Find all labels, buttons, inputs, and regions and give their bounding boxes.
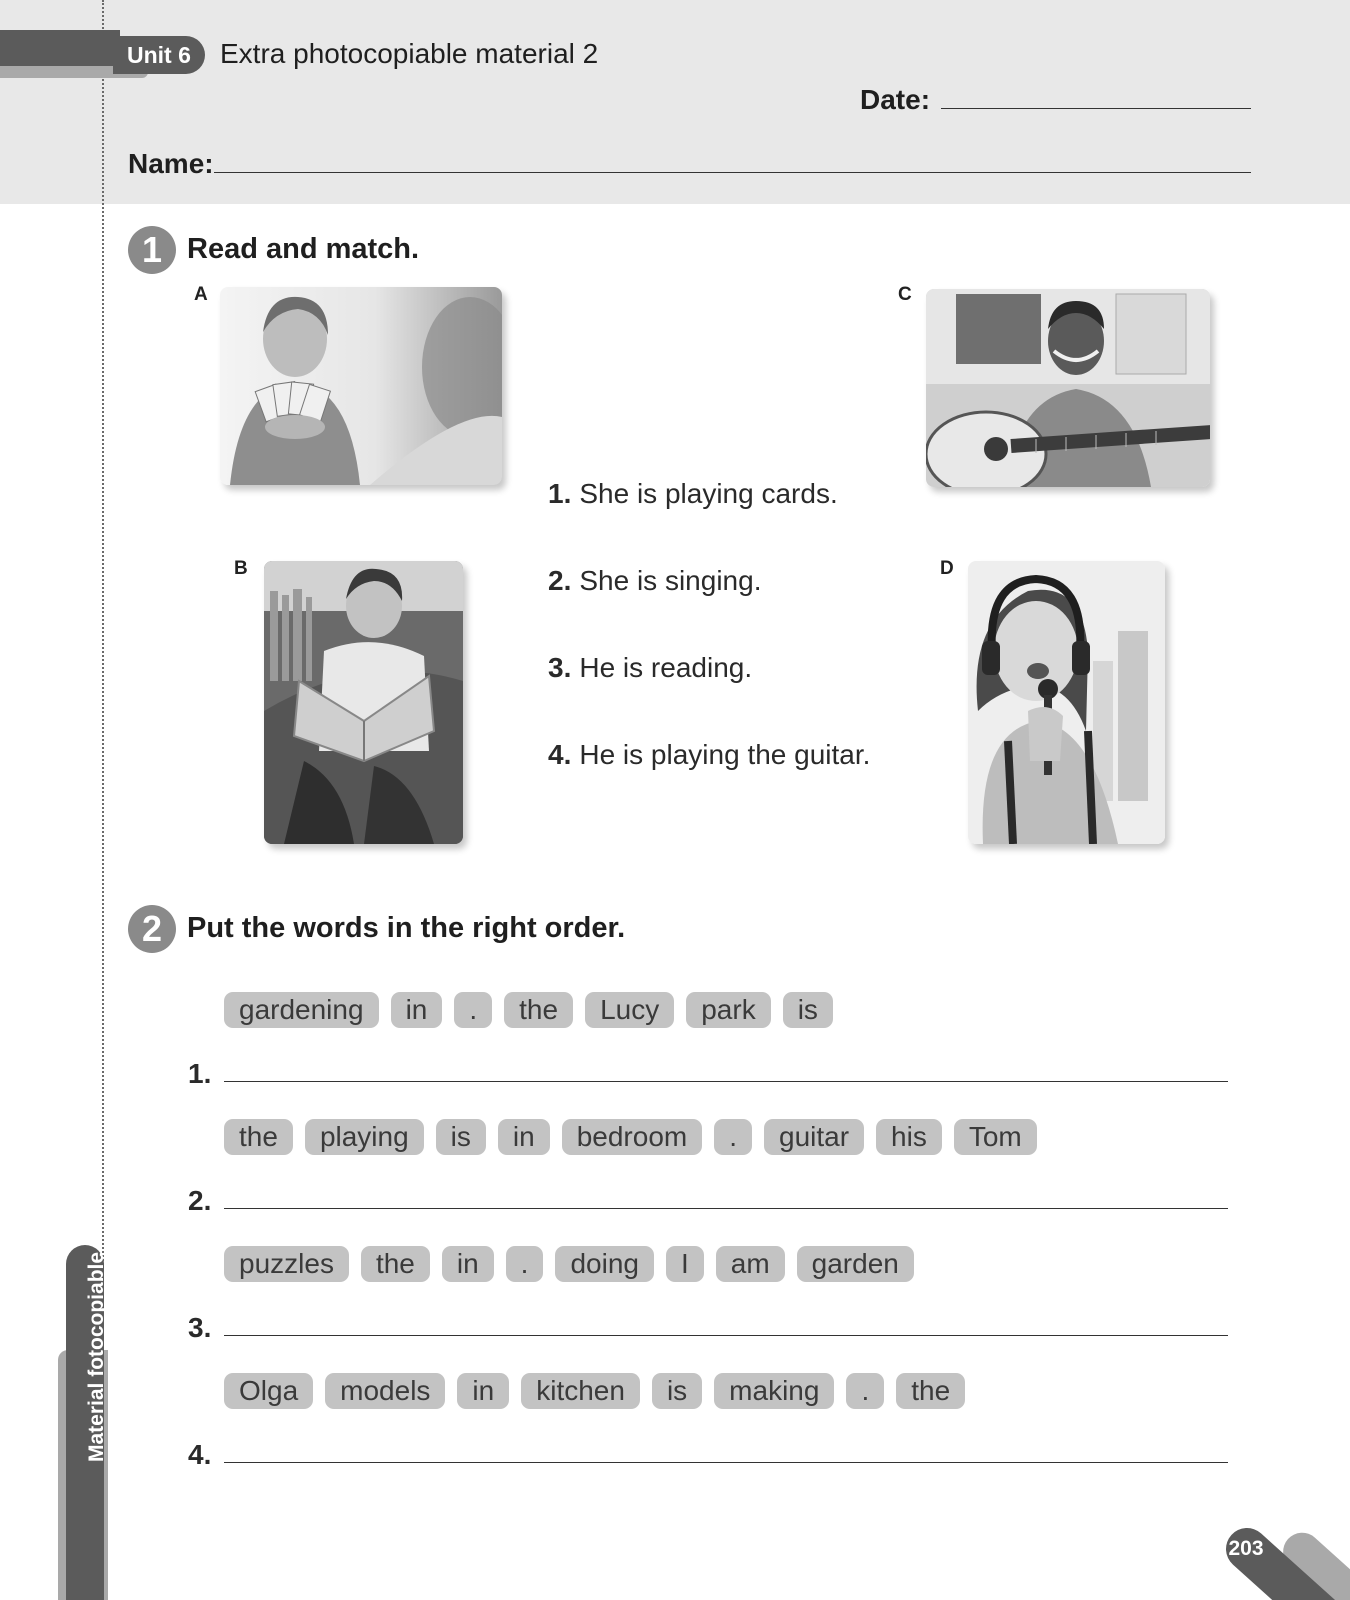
answer-4-number: 4. — [188, 1439, 212, 1470]
sentence-3-number: 3. — [548, 652, 572, 683]
word-chip[interactable]: in — [442, 1246, 494, 1282]
sentence-4-text: He is playing the guitar. — [579, 739, 871, 770]
sentence-4 — [548, 739, 870, 771]
answer-4-line[interactable] — [224, 1462, 1228, 1463]
name-label: Name: — [128, 148, 214, 179]
photo-c-boy-playing-guitar[interactable] — [926, 289, 1210, 487]
word-chip[interactable]: playing — [305, 1119, 424, 1155]
word-chip[interactable]: am — [716, 1246, 785, 1282]
sentence-2 — [548, 565, 761, 597]
answer-1-number: 1. — [188, 1058, 212, 1089]
sentence-1 — [548, 478, 838, 510]
word-chip[interactable]: the — [361, 1246, 430, 1282]
word-chip[interactable]: . — [714, 1119, 752, 1155]
answer-2-line[interactable] — [224, 1208, 1228, 1209]
sentence-3-text: He is reading. — [579, 652, 753, 683]
side-tab-label: Material fotocopiable — [85, 1251, 108, 1462]
photo-a-letter: A — [194, 284, 208, 305]
photo-d-girl-singing[interactable] — [968, 561, 1165, 844]
word-chip[interactable]: . — [846, 1373, 884, 1409]
section-1-title: Read and match. — [187, 233, 420, 265]
sentence-1-text: She is playing cards. — [579, 478, 838, 509]
answer-3-number: 3. — [188, 1312, 212, 1343]
word-row-3 — [224, 1246, 914, 1282]
word-chip[interactable]: is — [436, 1119, 486, 1155]
sentence-1-number: 1. — [548, 478, 572, 509]
section-2-title: Put the words in the right order. — [187, 912, 626, 944]
answer-2-number: 2. — [188, 1185, 212, 1216]
word-chip[interactable]: the — [896, 1373, 965, 1409]
sentence-3 — [548, 652, 752, 684]
unit-tab-bar — [0, 30, 120, 68]
word-chip[interactable]: in — [391, 992, 443, 1028]
word-chip[interactable]: in — [498, 1119, 550, 1155]
photo-a-girl-playing-cards[interactable] — [220, 287, 502, 485]
word-chip[interactable]: guitar — [764, 1119, 864, 1155]
answer-3-line[interactable] — [224, 1335, 1228, 1336]
word-chip[interactable]: is — [652, 1373, 702, 1409]
word-chip[interactable]: garden — [797, 1246, 914, 1282]
page-number: 203 — [1228, 1537, 1264, 1560]
date-field[interactable] — [941, 108, 1251, 109]
page-title: Extra photocopiable material 2 — [220, 38, 599, 69]
section-2-number: 2 — [128, 905, 176, 953]
photo-d-letter: D — [940, 558, 954, 579]
word-chip[interactable]: . — [506, 1246, 544, 1282]
word-row-2 — [224, 1119, 1037, 1155]
word-chip[interactable]: I — [666, 1246, 704, 1282]
word-chip[interactable]: doing — [555, 1246, 654, 1282]
date-label: Date: — [860, 84, 931, 115]
sentence-2-text: She is singing. — [579, 565, 762, 596]
word-chip[interactable]: park — [686, 992, 770, 1028]
word-chip[interactable]: puzzles — [224, 1246, 349, 1282]
sentence-2-number: 2. — [548, 565, 572, 596]
word-chip[interactable]: is — [783, 992, 833, 1028]
word-row-4 — [224, 1373, 965, 1409]
photo-c-letter: C — [898, 284, 912, 305]
word-chip[interactable]: Lucy — [585, 992, 674, 1028]
word-chip[interactable]: bedroom — [562, 1119, 703, 1155]
photo-b-boy-reading[interactable] — [264, 561, 463, 844]
word-chip[interactable]: in — [457, 1373, 509, 1409]
name-field[interactable] — [214, 172, 1251, 173]
word-chip[interactable]: . — [454, 992, 492, 1028]
word-chip[interactable]: making — [714, 1373, 834, 1409]
unit-label: Unit 6 — [113, 36, 205, 74]
word-chip[interactable]: kitchen — [521, 1373, 640, 1409]
answer-1-line[interactable] — [224, 1081, 1228, 1082]
word-chip[interactable]: the — [224, 1119, 293, 1155]
word-chip[interactable]: Tom — [954, 1119, 1037, 1155]
section-1-number: 1 — [128, 226, 176, 274]
word-chip[interactable]: the — [504, 992, 573, 1028]
photo-b-letter: B — [234, 558, 248, 579]
word-chip[interactable]: Olga — [224, 1373, 313, 1409]
word-chip[interactable]: gardening — [224, 992, 379, 1028]
word-chip[interactable]: his — [876, 1119, 942, 1155]
sentence-4-number: 4. — [548, 739, 572, 770]
word-chip[interactable]: models — [325, 1373, 445, 1409]
word-row-1 — [224, 992, 833, 1028]
